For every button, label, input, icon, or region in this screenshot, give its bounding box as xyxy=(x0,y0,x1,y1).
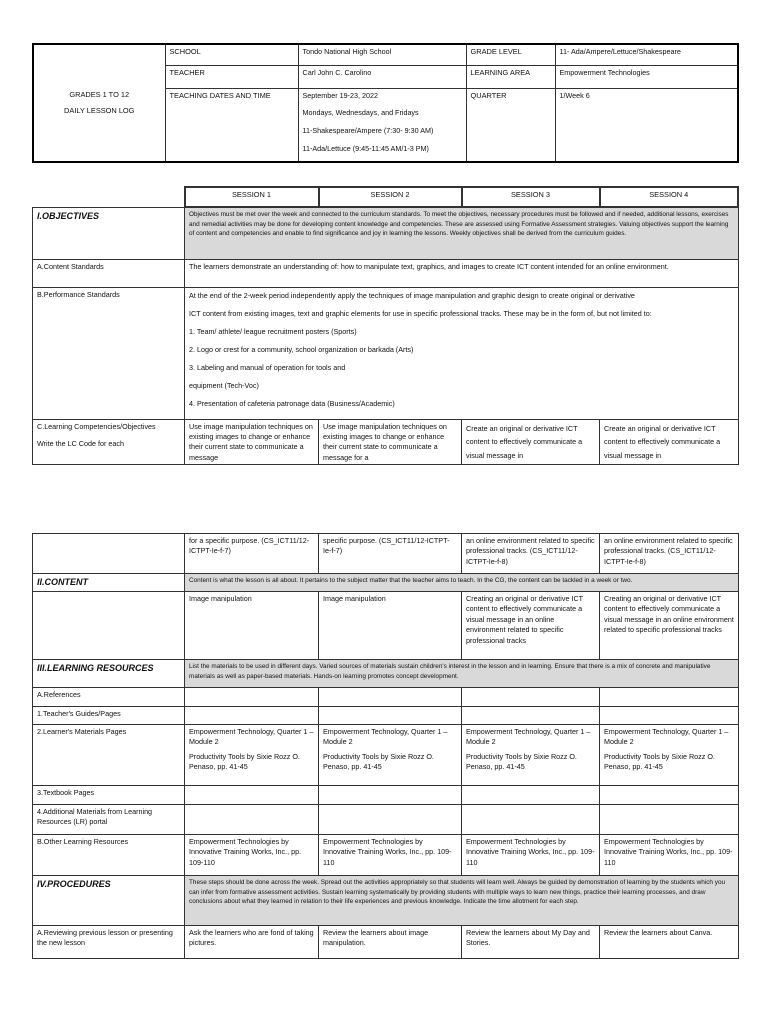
procedures-title: IV.PROCEDURES xyxy=(33,876,185,926)
other-resources-session-1: Empowerment Technologies by Innovative Training Works, Inc., pp. 109-110 xyxy=(185,835,319,876)
reviewing-label: A.Reviewing previous lesson or presenting the new lesson xyxy=(33,926,185,959)
grade-block xyxy=(33,44,165,162)
resources-note: List the materials to be used in different days. Varied sources of materials sustain children's interest in the lesson and in learning. Ensure that there is a mix of concrete and manipulative materials as well as paper-based materials. Hands-on learning promotes concept development. xyxy=(185,660,739,688)
content-standards-label: A.Content Standards xyxy=(33,259,185,287)
additional-materials-row xyxy=(33,805,739,835)
header-section xyxy=(32,43,739,163)
references-cell xyxy=(462,688,600,707)
other-resources-session-2: Empowerment Technologies by Innovative Training Works, Inc., pp. 109-110 xyxy=(319,835,462,876)
teachers-guides-row xyxy=(33,707,739,725)
header-table xyxy=(32,43,739,163)
textbook-cell xyxy=(185,786,319,805)
performance-line: 3. Labeling and manual of operation for tools and xyxy=(189,363,346,373)
competencies-label-line-2: Write the LC Code for each xyxy=(37,438,124,448)
dates-value xyxy=(298,88,466,162)
performance-line: 2. Logo or crest for a community, school organization or barkada (Arts) xyxy=(189,344,414,354)
objectives-title: I.OBJECTIVES xyxy=(33,207,185,259)
session-2-header: SESSION 2 xyxy=(319,187,462,207)
content-note: Content is what the lesson is all about. It pertains to the subject matter that the teacher aims to teach. In the CG, the content can be tackled in a week or two. xyxy=(185,574,739,592)
lm-author: Productivity Tools by Sixie Rozz O. Penaso, pp. 41-45 xyxy=(189,751,300,772)
content-session-1: Image manipulation xyxy=(185,592,319,660)
competency-session-4 xyxy=(600,419,739,464)
content-session-3: Creating an original or derivative ICT content to effectively communicate a visual message in an online environment related to specific professional tracks xyxy=(462,592,600,660)
lesson-table-page-1 xyxy=(32,186,739,465)
schedule-line-2: 11-Ada/Lettuce (9:45-11:45 AM/1-3 PM) xyxy=(302,143,429,153)
performance-line: 1. Team/ athlete/ league recruitment posters (Sports) xyxy=(189,326,357,336)
lm-title: Empowerment Technology, Quarter 1 – Module 2 xyxy=(604,727,729,747)
resources-title: III.LEARNING RESOURCES xyxy=(33,660,185,688)
other-resources-session-3: Empowerment Technologies by Innovative Training Works, Inc., pp. 109-110 xyxy=(462,835,600,876)
performance-standards-label: B.Performance Standards xyxy=(33,287,185,419)
lm-author: Productivity Tools by Sixie Rozz O. Penaso, pp. 41-45 xyxy=(466,751,577,772)
grade-level-label: GRADE LEVEL xyxy=(466,44,555,65)
dates-label: TEACHING DATES AND TIME xyxy=(165,88,298,162)
grade-range: GRADES 1 TO 12 xyxy=(69,89,130,99)
content-session-2: Image manipulation xyxy=(319,592,462,660)
additional-cell xyxy=(462,805,600,835)
textbook-cell xyxy=(600,786,739,805)
content-title-row xyxy=(33,574,739,592)
session-1-header: SESSION 1 xyxy=(185,187,319,207)
performance-standards-row xyxy=(33,287,739,419)
quarter-label: QUARTER xyxy=(466,88,555,162)
page-2-table-wrap xyxy=(32,533,739,959)
competency-text: Use image manipulation techniques on existing images to change or enhance their current state to communicate a message for a xyxy=(323,421,447,462)
learners-materials-label: 2.Learner's Materials Pages xyxy=(33,725,185,786)
lm-title: Empowerment Technology, Quarter 1 – Module 2 xyxy=(189,727,314,747)
other-resources-session-4: Empowerment Technologies by Innovative Training Works, Inc., pp. 109-110 xyxy=(600,835,739,876)
procedures-title-row xyxy=(33,876,739,926)
competency-cont-session-2: specific purpose. (CS_ICT11/12-ICTPT-Ie-f-7) xyxy=(319,534,462,574)
content-standards-row xyxy=(33,259,739,287)
references-row xyxy=(33,688,739,707)
references-cell xyxy=(319,688,462,707)
lm-author: Productivity Tools by Sixie Rozz O. Penaso, pp. 41-45 xyxy=(604,751,715,772)
quarter-value: 1/Week 6 xyxy=(555,88,738,162)
competencies-label xyxy=(33,419,185,464)
performance-line: At the end of the 2-week period independently apply the techniques of image manipulation and graphic design to create original or derivative xyxy=(189,290,635,300)
performance-standards-value xyxy=(185,287,739,419)
reviewing-session-2: Review the learners about image manipulation. xyxy=(319,926,462,959)
competency-cont-session-4: an online environment related to specific professional tracks. (CS_ICT11/12-ICTPT-Ie-f-8) xyxy=(600,534,739,574)
session-header-row xyxy=(33,187,739,207)
learners-materials-row xyxy=(33,725,739,786)
learners-materials-session-4 xyxy=(600,725,739,786)
additional-cell xyxy=(185,805,319,835)
content-blank xyxy=(33,592,185,660)
content-session-4: Creating an original or derivative ICT content to effectively communicate a visual message in an online environment related to specific professional tracks xyxy=(600,592,739,660)
procedures-note: These steps should be done across the week. Spread out the activities appropriately so that students will learn well. Always be guided by demonstration of learning by the students which you can infer from formative assessment activities. Sustain learning systematically by providing students with multiple ways to learn new things, practice their learning processes, and draw conclusions about what they learned in relation to their life experiences and previous knowledge. Indicate the time allotment for each step. xyxy=(185,876,739,926)
lm-author: Productivity Tools by Sixie Rozz O. Penaso, pp. 41-45 xyxy=(323,751,434,772)
teachers-guides-cell xyxy=(319,707,462,725)
reviewing-session-1: Ask the learners who are fond of taking pictures. xyxy=(185,926,319,959)
school-label: SCHOOL xyxy=(165,44,298,65)
competencies-label-line-1: C.Learning Competencies/Objectives xyxy=(37,421,156,431)
learners-materials-session-2 xyxy=(319,725,462,786)
additional-materials-label: 4.Additional Materials from Learning Resources (LR) portal xyxy=(33,805,185,835)
additional-cell xyxy=(600,805,739,835)
textbook-cell xyxy=(319,786,462,805)
textbook-row xyxy=(33,786,739,805)
teachers-guides-cell xyxy=(185,707,319,725)
references-cell xyxy=(600,688,739,707)
reviewing-session-4: Review the learners about Canva. xyxy=(600,926,739,959)
performance-line: equipment (Tech-Voc) xyxy=(189,381,259,391)
session-header-blank xyxy=(33,187,185,207)
competency-text: Use image manipulation techniques on existing images to change or enhance their current state to communicate a message xyxy=(189,421,313,462)
textbook-cell xyxy=(462,786,600,805)
competency-cont-session-1: for a specific purpose. (CS_ICT11/12-ICTPT-Ie-f-7) xyxy=(185,534,319,574)
learning-area-label: LEARNING AREA xyxy=(466,65,555,88)
competency-text: Create an original or derivative ICT content to effectively communicate a visual message in xyxy=(604,423,721,460)
learners-materials-session-3 xyxy=(462,725,600,786)
teachers-guides-cell xyxy=(600,707,739,725)
content-row xyxy=(33,592,739,660)
other-resources-row xyxy=(33,835,739,876)
references-label: A.References xyxy=(33,688,185,707)
competency-text: Create an original or derivative ICT content to effectively communicate a visual message in xyxy=(466,423,583,460)
performance-line: ICT content from existing images, text and graphic elements for use in specific professional tracks. These may be in the form of, but not limited to: xyxy=(189,308,652,318)
days-line: Mondays, Wednesdays, and Fridays xyxy=(302,108,419,118)
teachers-guides-label: 1.Teacher's Guides/Pages xyxy=(33,707,185,725)
reviewing-row xyxy=(33,926,739,959)
textbook-label: 3.Textbook Pages xyxy=(33,786,185,805)
school-value: Tondo National High School xyxy=(298,44,466,65)
log-title: DAILY LESSON LOG xyxy=(64,106,135,115)
teacher-value: Carl John C. Carolino xyxy=(298,65,466,88)
session-3-header: SESSION 3 xyxy=(462,187,600,207)
competency-session-2 xyxy=(319,419,462,464)
learners-materials-session-1 xyxy=(185,725,319,786)
additional-cell xyxy=(319,805,462,835)
resources-title-row xyxy=(33,660,739,688)
competencies-continued-blank xyxy=(33,534,185,574)
grade-level-value: 11- Ada/Ampere/Lettuce/Shakespeare xyxy=(555,44,738,65)
lm-title: Empowerment Technology, Quarter 1 – Module 2 xyxy=(323,727,448,747)
other-resources-label: B.Other Learning Resources xyxy=(33,835,185,876)
competencies-row xyxy=(33,419,739,464)
reviewing-session-3: Review the learners about My Day and Stories. xyxy=(462,926,600,959)
page-1-table-wrap xyxy=(32,186,739,465)
performance-line: 4. Presentation of cafeteria patronage data (Business/Academic) xyxy=(189,399,395,409)
dates-line: September 19-23, 2022 xyxy=(302,90,379,100)
competencies-continued-row xyxy=(33,534,739,574)
competency-session-3 xyxy=(462,419,600,464)
teacher-label: TEACHER xyxy=(165,65,298,88)
lm-title: Empowerment Technology, Quarter 1 – Module 2 xyxy=(466,727,591,747)
competency-session-1 xyxy=(185,419,319,464)
learning-area-value: Empowerment Technologies xyxy=(555,65,738,88)
content-title: II.CONTENT xyxy=(33,574,185,592)
session-4-header: SESSION 4 xyxy=(600,187,739,207)
lesson-table-page-2 xyxy=(32,533,739,959)
references-cell xyxy=(185,688,319,707)
objectives-note: Objectives must be met over the week and connected to the curriculum standards. To meet the objectives, necessary procedures must be followed and if needed, additional lessons, exercises and remedial activities may be done for developing content knowledge and competencies. These are assessed using Formative Assessment strategies. Valuing objectives support the learning of content and competencies and enable to find significance and joy in learning the lessons. Weekly objectives shall be derived from the curriculum guides. xyxy=(185,207,739,259)
competency-cont-session-3: an online environment related to specific professional tracks. (CS_ICT11/12-ICTPT-Ie-f-8) xyxy=(462,534,600,574)
teachers-guides-cell xyxy=(462,707,600,725)
content-standards-value: The learners demonstrate an understanding of: how to manipulate text, graphics, and images to create ICT content intended for an online environment. xyxy=(185,259,739,287)
schedule-line-1: 11-Shakespeare/Ampere (7:30- 9:30 AM) xyxy=(302,126,434,136)
objectives-row xyxy=(33,207,739,259)
